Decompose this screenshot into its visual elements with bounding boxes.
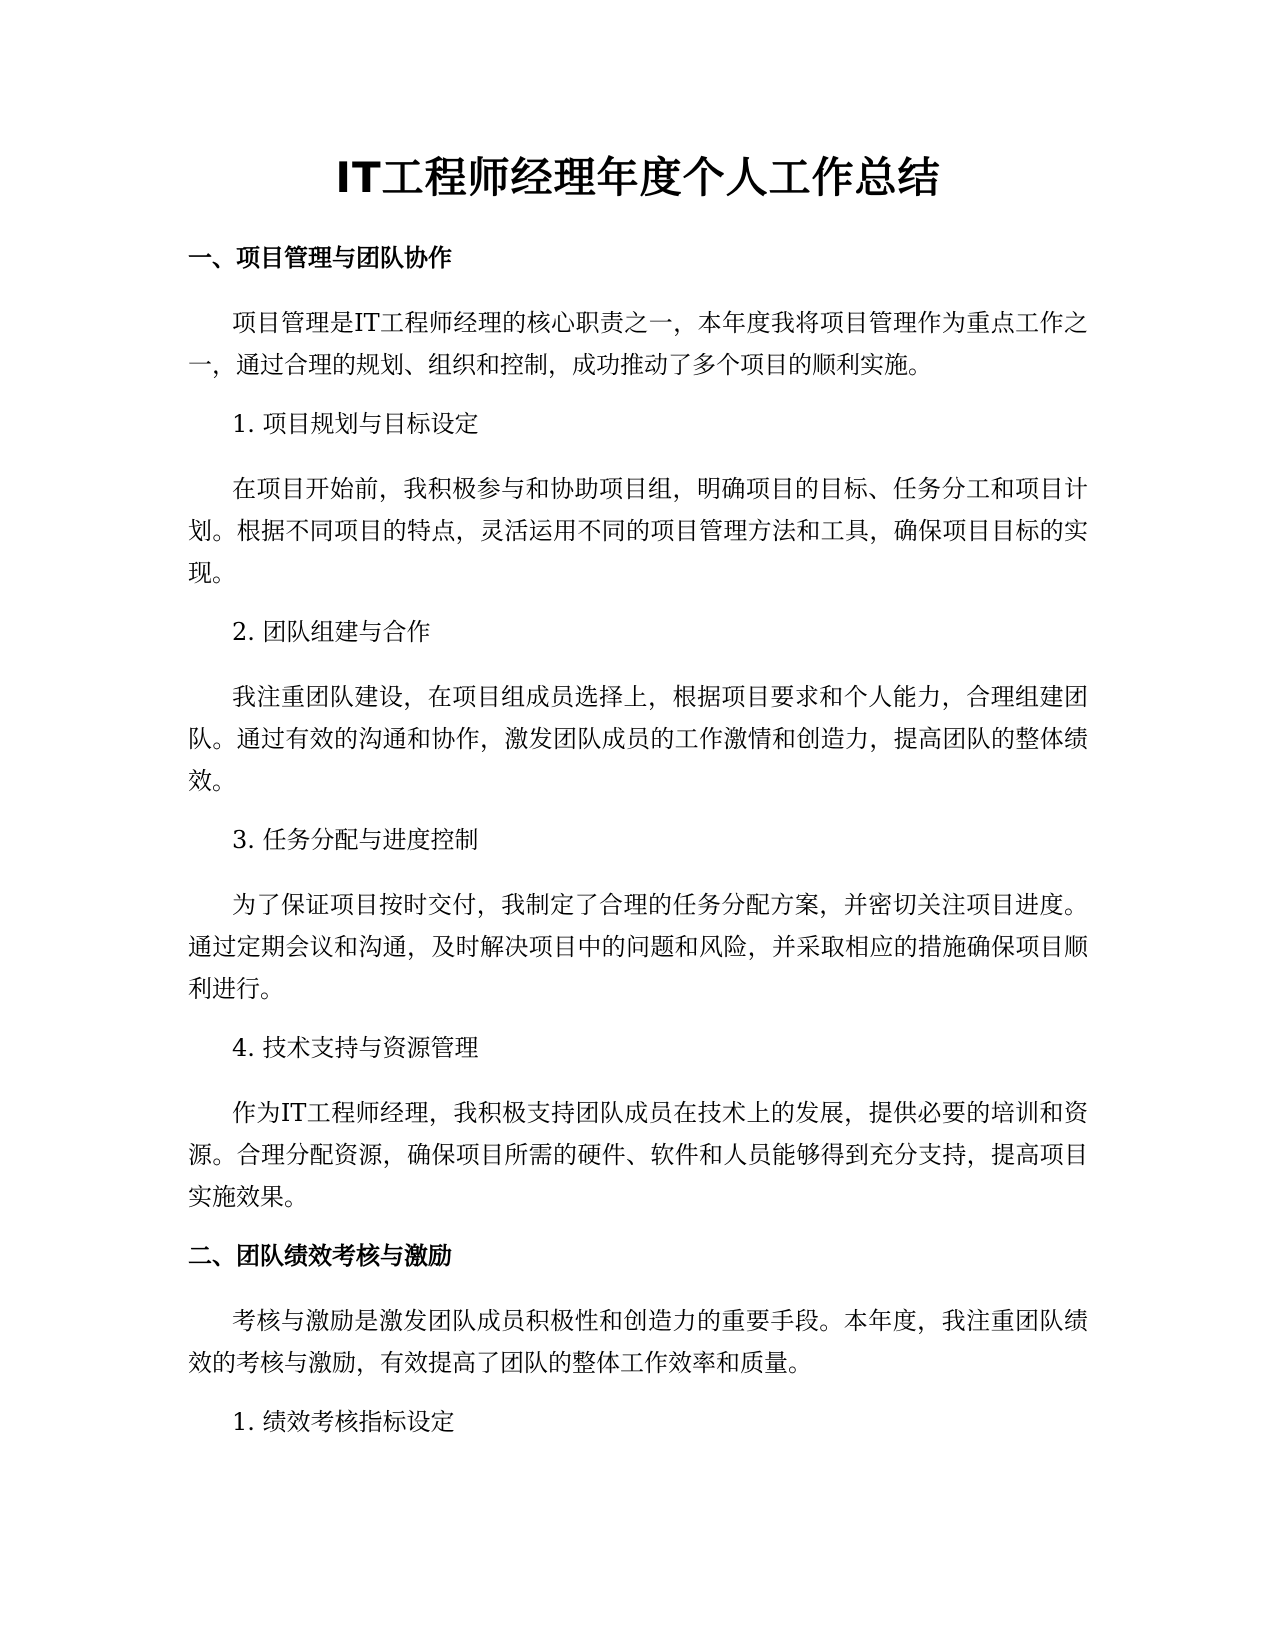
subsection-paragraph: 作为IT工程师经理，我积极支持团队成员在技术上的发展，提供必要的培训和资源。合理分配资源，确保项目所需的硬件、软件和人员能够得到充分支持，提高项目实施效果。	[188, 1099, 1088, 1211]
subsection-heading: 3. 任务分配与进度控制	[232, 826, 479, 854]
section-heading: 二、团队绩效考核与激励	[188, 1242, 452, 1270]
section-heading: 一、项目管理与团队协作	[188, 244, 452, 272]
subsection-heading: 4. 技术支持与资源管理	[232, 1034, 479, 1062]
subsection-heading: 1. 项目规划与目标设定	[232, 410, 479, 438]
subsection-heading: 2. 团队组建与合作	[232, 618, 431, 646]
subsection-heading: 1. 绩效考核指标设定	[232, 1408, 455, 1436]
section-intro-paragraph: 考核与激励是激发团队成员积极性和创造力的重要手段。本年度，我注重团队绩效的考核与激励，有效提高了团队的整体工作效率和质量。	[188, 1307, 1088, 1377]
subsection-paragraph: 我注重团队建设，在项目组成员选择上，根据项目要求和个人能力，合理组建团队。通过有效的沟通和协作，激发团队成员的工作激情和创造力，提高团队的整体绩效。	[188, 683, 1088, 795]
section-performance-incentives	[188, 1240, 1088, 1438]
section-intro-paragraph: 项目管理是IT工程师经理的核心职责之一，本年度我将项目管理作为重点工作之一，通过合理的规划、组织和控制，成功推动了多个项目的顺利实施。	[188, 309, 1088, 379]
document-title: IT工程师经理年度个人工作总结	[335, 153, 941, 202]
subsection-paragraph: 在项目开始前，我积极参与和协助项目组，明确项目的目标、任务分工和项目计划。根据不同项目的特点，灵活运用不同的项目管理方法和工具，确保项目目标的实现。	[188, 475, 1088, 587]
document-content	[188, 150, 1088, 1466]
section-project-management	[188, 242, 1088, 1218]
subsection-paragraph: 为了保证项目按时交付，我制定了合理的任务分配方案，并密切关注项目进度。通过定期会议和沟通，及时解决项目中的问题和风险，并采取相应的措施确保项目顺利进行。	[188, 891, 1088, 1003]
